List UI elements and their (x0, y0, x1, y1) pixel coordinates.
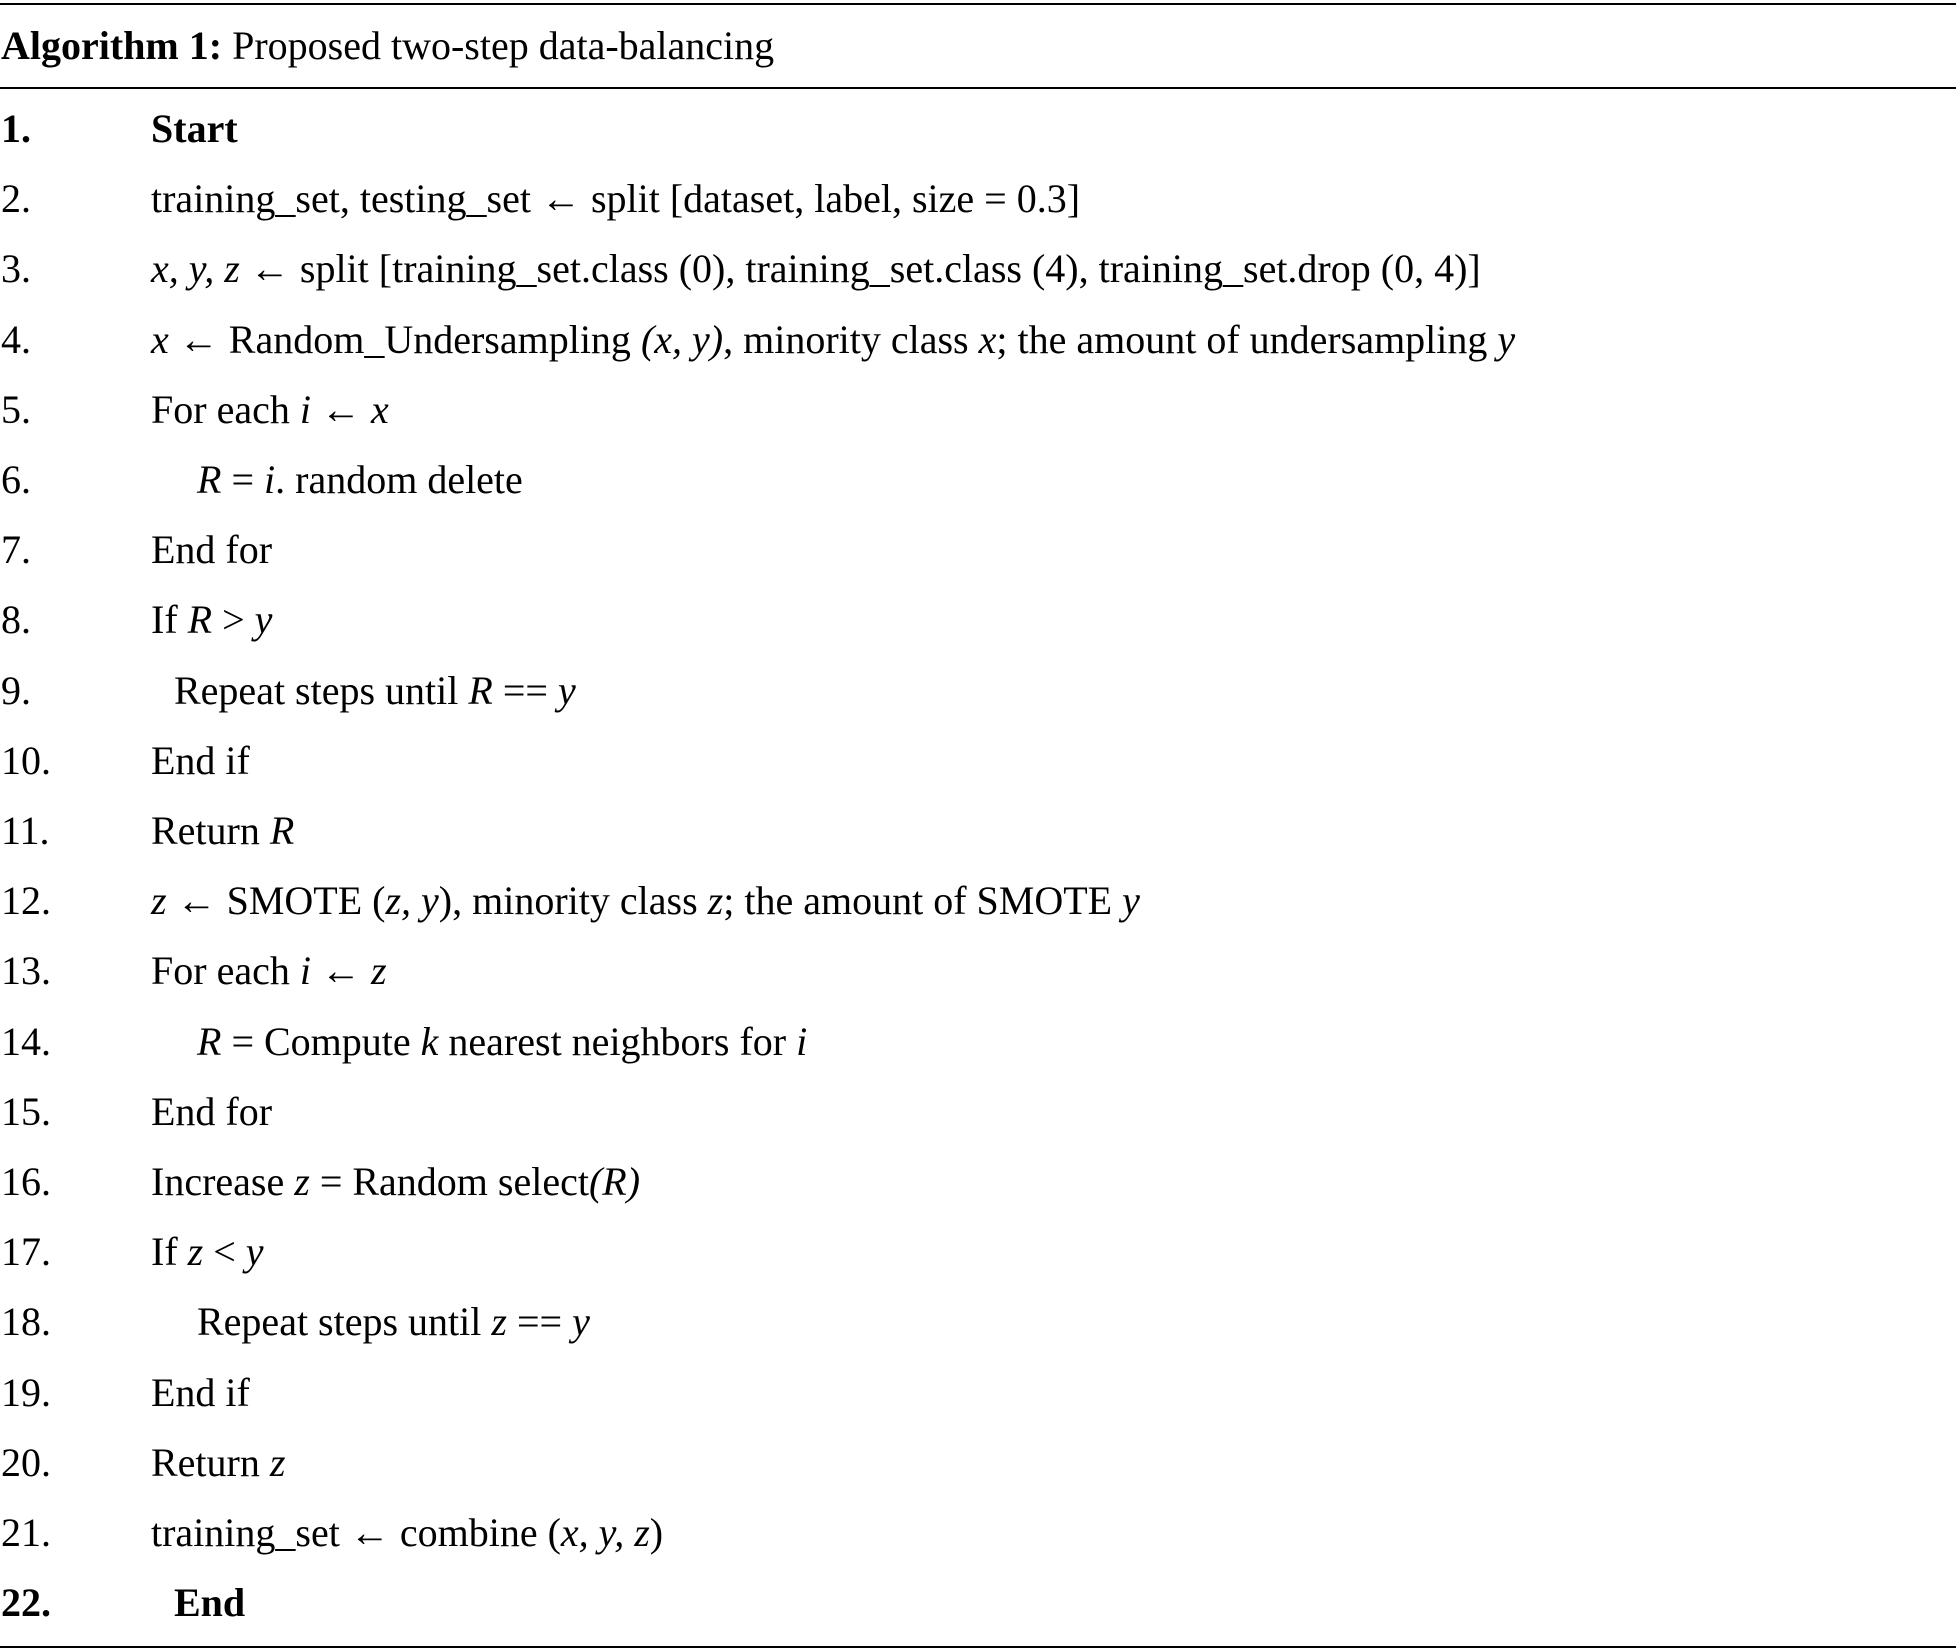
line-number: 8. (1, 597, 31, 643)
math-symbol: R (197, 457, 222, 502)
code-text: , minority class (723, 316, 979, 362)
algorithm-line (0, 310, 1956, 370)
math-symbol: R (269, 808, 295, 853)
line-code (151, 99, 238, 159)
algorithm-line (0, 1012, 1956, 1072)
line-code (151, 1503, 663, 1563)
line-code (174, 661, 576, 721)
line-number: 21. (1, 1510, 51, 1555)
line-code (151, 801, 294, 861)
code-text: Repeat steps until (174, 667, 469, 713)
algorithm-line (0, 99, 1956, 159)
algorithm-line (0, 1222, 1956, 1282)
code-text: ) (649, 1510, 664, 1555)
code-text: For each (151, 948, 300, 994)
line-code (151, 310, 1515, 370)
code-text: == (492, 667, 558, 713)
algorithm-line (0, 450, 1956, 510)
algorithm-line (0, 1433, 1956, 1493)
math-symbol: y (1122, 878, 1140, 924)
code-text: End (174, 1580, 246, 1626)
math-symbol: z (151, 878, 167, 924)
line-code (197, 1012, 807, 1072)
math-symbol: x, y, z (151, 246, 240, 292)
line-number: 14. (1, 1018, 51, 1064)
math-symbol: (R) (588, 1159, 641, 1204)
algorithm-label: Algorithm 1: (1, 23, 223, 68)
code-text: nearest neighbors for (438, 1018, 797, 1064)
algorithm-line (0, 1152, 1956, 1212)
line-code (197, 1292, 590, 1352)
line-number: 9. (1, 667, 31, 713)
line-code (174, 1573, 245, 1633)
algorithm-line (0, 1363, 1956, 1423)
line-code (151, 1433, 285, 1493)
line-number: 13. (1, 948, 51, 994)
line-number: 2. (1, 176, 31, 222)
math-symbol: y (572, 1299, 590, 1345)
line-number: 22. (1, 1580, 51, 1626)
code-text: Return (151, 1439, 270, 1485)
code-text: ← Random_Undersampling (168, 316, 641, 362)
line-code (151, 1082, 272, 1142)
top-rule (0, 3, 1956, 5)
line-code (151, 941, 387, 1001)
code-text: ; the amount of undersampling (996, 316, 1498, 362)
line-number: 20. (1, 1439, 51, 1485)
line-number: 16. (1, 1159, 51, 1204)
algorithm-line (0, 801, 1956, 861)
line-code (151, 380, 389, 440)
math-symbol: x, y, z (560, 1510, 650, 1555)
math-symbol: y (245, 1229, 264, 1275)
code-text: If (151, 1229, 188, 1275)
code-text: End if (151, 1369, 250, 1415)
code-text: Start (151, 106, 238, 151)
line-code (151, 731, 250, 791)
math-symbol: y (254, 597, 273, 643)
algorithm-line (0, 520, 1956, 580)
math-symbol: z (370, 948, 387, 994)
code-text: If (151, 597, 188, 643)
algorithm-line (0, 661, 1956, 721)
line-number: 12. (1, 878, 51, 924)
algorithm-line (0, 731, 1956, 791)
math-symbol: z (294, 1159, 310, 1204)
code-text: End for (151, 527, 273, 573)
math-symbol: i (264, 457, 276, 502)
code-text: Increase (151, 1159, 295, 1204)
math-symbol: z, y (385, 878, 439, 924)
algorithm-line (0, 941, 1956, 1001)
math-symbol: x (370, 386, 389, 432)
math-symbol: R (187, 597, 213, 643)
math-symbol: z (187, 1229, 204, 1275)
math-symbol: y (1497, 316, 1516, 362)
algorithm-line (0, 1503, 1956, 1563)
line-code (151, 1363, 250, 1423)
code-text: End for (151, 1088, 273, 1134)
code-text: ← split [training_set.class (0), training_set.class (4), training_set.drop (0, 4)] (239, 246, 1481, 292)
code-text: ), minority class (438, 878, 708, 924)
math-symbol: (x, y) (640, 316, 724, 362)
line-code (151, 1152, 640, 1212)
algorithm-line (0, 1082, 1956, 1142)
line-number: 18. (1, 1299, 51, 1345)
line-number: 6. (1, 457, 31, 502)
code-text: Repeat steps until (197, 1299, 492, 1345)
line-number: 7. (1, 527, 31, 573)
code-text: == (506, 1299, 573, 1345)
code-text: End if (151, 737, 250, 783)
math-symbol: i (796, 1018, 808, 1064)
code-text: < (203, 1229, 246, 1275)
line-code (151, 871, 1140, 931)
code-text: = Compute (221, 1018, 421, 1064)
line-number: 10. (1, 737, 51, 783)
math-symbol: z (269, 1439, 286, 1485)
math-symbol: k (420, 1018, 439, 1064)
code-text: ← (310, 386, 371, 432)
code-text: training_set ← combine ( (151, 1510, 561, 1555)
line-code (151, 1222, 264, 1282)
line-number: 15. (1, 1088, 51, 1134)
math-symbol: i (299, 948, 311, 994)
math-symbol: z (491, 1299, 507, 1345)
math-symbol: i (299, 386, 311, 432)
algorithm-line (0, 871, 1956, 931)
math-symbol: x (151, 316, 169, 362)
code-text: training_set, testing_set ← split [dataset, label, size = 0.3] (151, 176, 1081, 222)
code-text: = (221, 457, 264, 502)
line-code (197, 450, 523, 510)
line-code (151, 590, 272, 650)
line-number: 1. (1, 106, 31, 151)
math-symbol: R (468, 667, 493, 713)
bottom-rule (0, 1646, 1956, 1648)
header-rule (0, 87, 1956, 89)
algorithm-line (0, 169, 1956, 229)
line-number: 11. (1, 808, 50, 853)
line-code (151, 239, 1481, 299)
code-text: For each (151, 386, 300, 432)
code-text: ← SMOTE ( (166, 878, 386, 924)
code-text: = Random select (309, 1159, 589, 1204)
algorithm-line (0, 380, 1956, 440)
code-text: Return (151, 808, 270, 853)
line-number: 4. (1, 316, 31, 362)
line-number: 5. (1, 386, 31, 432)
code-text: . random delete (275, 457, 523, 502)
algorithm-line (0, 590, 1956, 650)
line-number: 19. (1, 1369, 51, 1415)
line-number: 17. (1, 1229, 51, 1275)
line-code (151, 169, 1080, 229)
math-symbol: y (557, 667, 576, 713)
code-text: ← (310, 948, 371, 994)
code-text: > (212, 597, 255, 643)
line-number: 3. (1, 246, 31, 292)
algorithm-title-text: Proposed two-step data-balancing (222, 23, 775, 68)
algorithm-title (1, 22, 774, 70)
code-text: ; the amount of SMOTE (723, 878, 1123, 924)
algorithm-line (0, 1292, 1956, 1352)
line-code (151, 520, 272, 580)
math-symbol: x (978, 316, 997, 362)
algorithm-line (0, 239, 1956, 299)
math-symbol: z (707, 878, 724, 924)
math-symbol: R (197, 1018, 222, 1064)
algorithm-line (0, 1573, 1956, 1633)
